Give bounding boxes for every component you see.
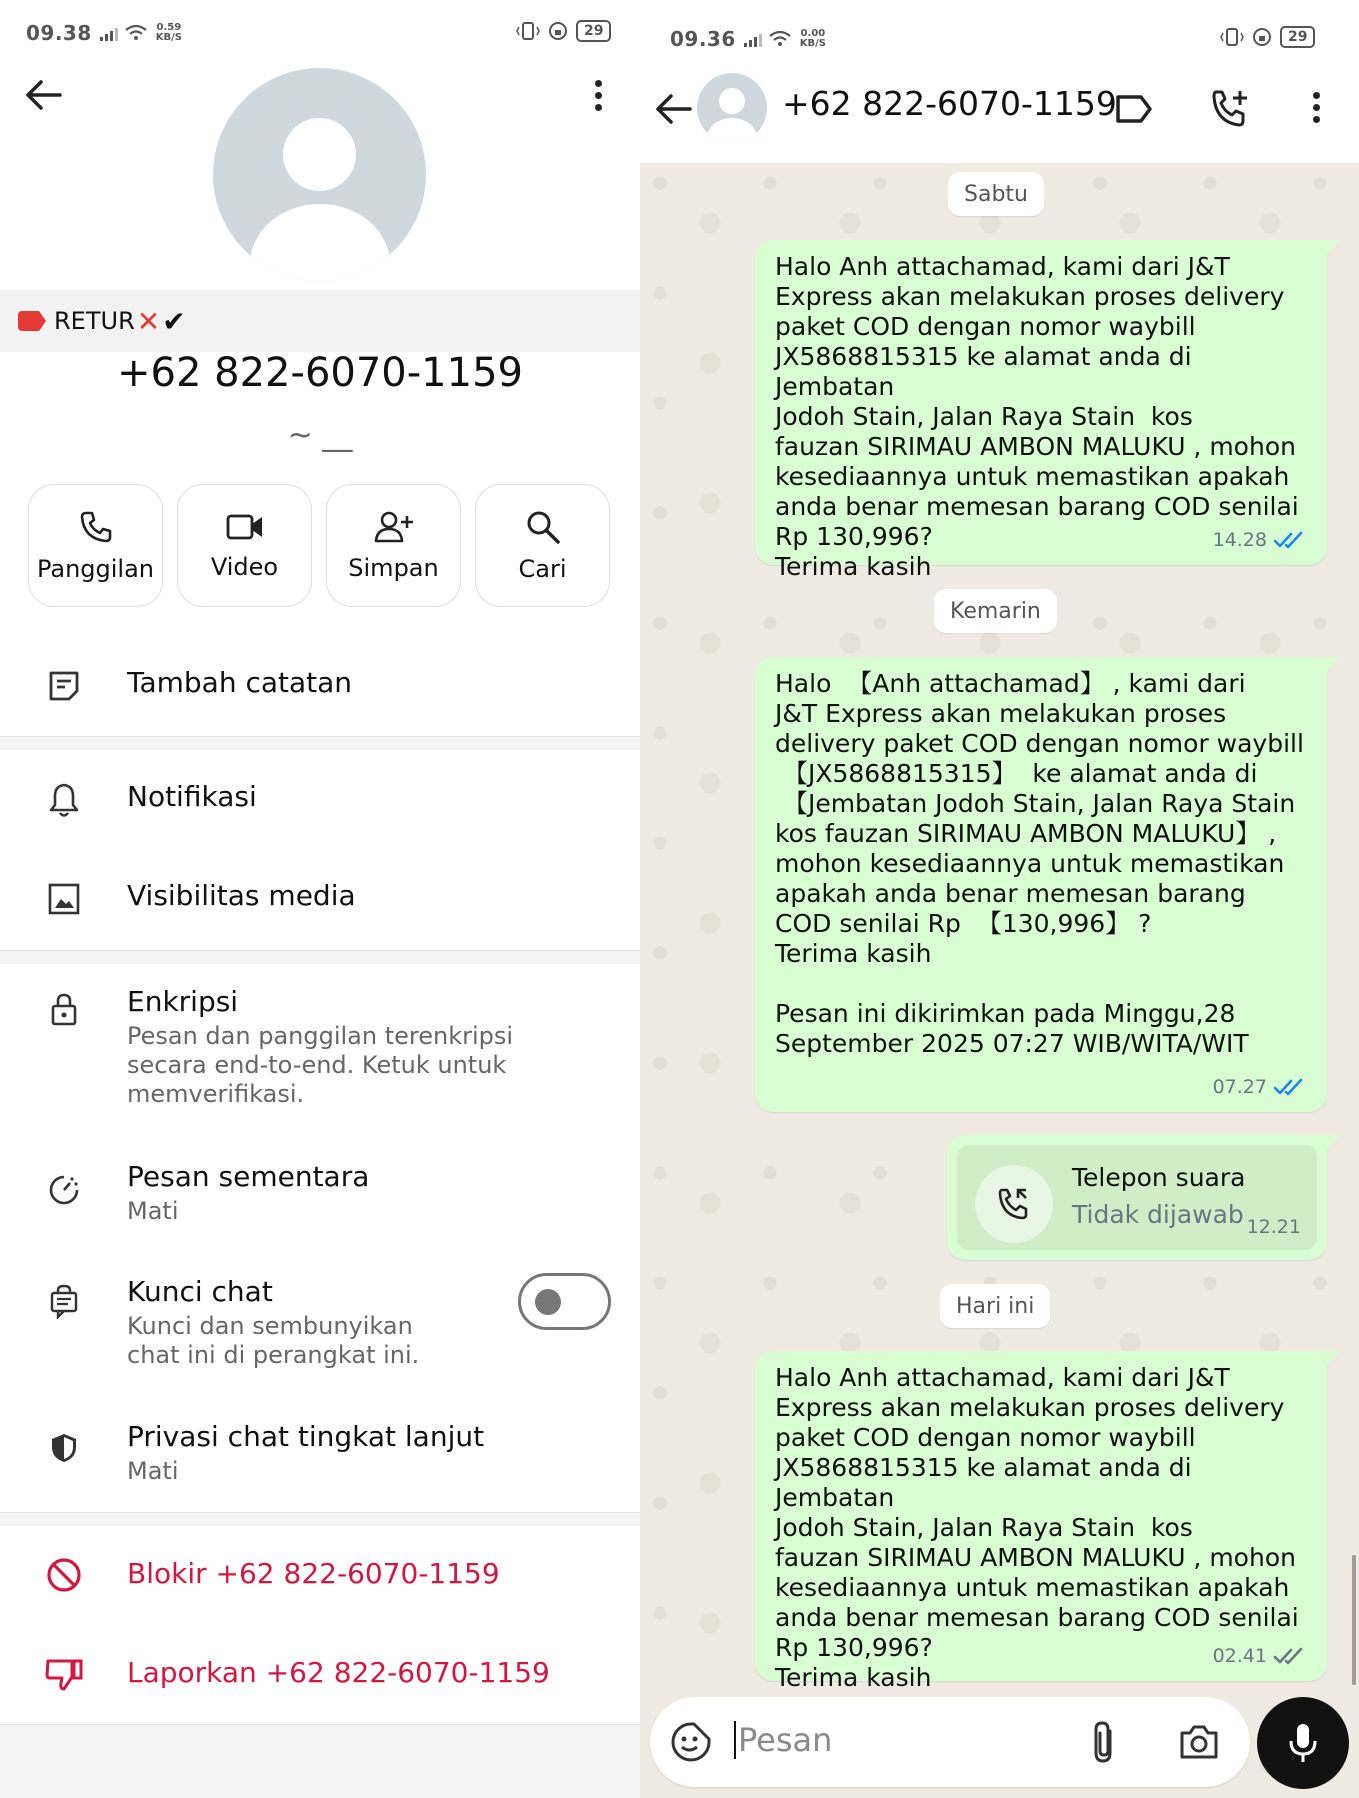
chat-label-text: RETUR	[54, 307, 135, 335]
call-button[interactable]	[28, 484, 163, 607]
status-time: 09.38	[26, 21, 92, 45]
chat-lock-title: Kunci chat	[127, 1275, 273, 1308]
contact-about: ~ __	[287, 418, 353, 453]
voice-message-button[interactable]	[1257, 1697, 1349, 1789]
chat-lock-toggle[interactable]	[518, 1273, 611, 1330]
message-time: 02.41	[1212, 1645, 1267, 1667]
missed-call-icon	[975, 1165, 1053, 1243]
advanced-chat-privacy-row[interactable]	[0, 1420, 640, 1500]
report-contact-row[interactable]	[0, 1654, 640, 1724]
label-tag-icon	[18, 311, 46, 331]
back-arrow-icon[interactable]	[24, 78, 62, 112]
sticker-icon[interactable]	[670, 1721, 712, 1763]
message-bubble[interactable]	[755, 240, 1327, 581]
timer-icon	[44, 1170, 84, 1210]
video-button-label: Video	[210, 552, 279, 581]
missed-call-bubble[interactable]	[947, 1135, 1327, 1260]
wifi-icon	[124, 23, 148, 43]
network-speed-unit: KB/S	[155, 32, 182, 43]
chat-lock-icon	[44, 1281, 84, 1321]
section-divider	[0, 1512, 640, 1526]
disappearing-messages-title: Pesan sementara	[127, 1160, 370, 1193]
note-icon	[44, 666, 84, 706]
block-contact-label: Blokir +62 822-6070-1159	[127, 1557, 500, 1590]
video-button[interactable]	[177, 484, 312, 607]
report-contact-label: Laporkan +62 822-6070-1159	[127, 1656, 550, 1689]
call-title: Telepon suara	[1072, 1163, 1246, 1192]
signal-icon	[100, 25, 118, 41]
block-icon	[44, 1555, 84, 1595]
section-divider	[0, 950, 640, 964]
shield-icon	[44, 1428, 84, 1468]
message-bubble[interactable]	[755, 1351, 1327, 1692]
call-time: 12.21	[1246, 1216, 1301, 1238]
add-note-row[interactable]	[0, 664, 640, 734]
check-mark-icon: ✔	[162, 304, 186, 338]
battery-indicator: 29	[1280, 26, 1315, 48]
contact-info-panel	[0, 0, 640, 1798]
section-divider	[0, 736, 640, 750]
call-button-label: Panggilan	[36, 554, 155, 583]
status-icons	[516, 20, 611, 42]
chat-panel	[640, 0, 1359, 1798]
scrollbar[interactable]	[1352, 1555, 1356, 1685]
message-time: 14.28	[1212, 529, 1267, 551]
network-speed	[800, 29, 826, 49]
network-speed-unit: KB/S	[799, 38, 826, 49]
advanced-chat-privacy-value: Mati	[127, 1457, 179, 1485]
more-options-icon[interactable]	[1313, 92, 1320, 123]
notifications-label: Notifikasi	[127, 780, 257, 813]
message-bubble[interactable]	[755, 657, 1327, 1112]
message-time: 07.27	[1212, 1076, 1267, 1098]
more-options-icon[interactable]	[595, 80, 602, 111]
battery-indicator: 29	[576, 20, 611, 42]
message-meta	[1213, 1072, 1307, 1102]
chat-avatar[interactable]	[697, 73, 767, 143]
media-visibility-row[interactable]	[0, 877, 640, 947]
quick-actions	[28, 484, 610, 607]
section-divider	[0, 1724, 640, 1798]
status-icons	[1220, 26, 1315, 48]
message-composer[interactable]	[650, 1697, 1250, 1787]
status-bar	[26, 18, 182, 48]
thumbs-down-icon	[44, 1654, 84, 1694]
double-check-read-icon	[1273, 530, 1307, 550]
camera-icon[interactable]	[1178, 1723, 1220, 1761]
search-button[interactable]	[475, 484, 610, 607]
image-icon	[44, 879, 84, 919]
message-text: Halo Anh attachamad, kami dari J&T Express akan melakukan proses delivery paket COD dengan nomor waybill JX5868815315 ke alamat anda di Jembatan Jodoh Stain, Jalan Raya Stain kos fauzan SIRIMAU AMBON MALUKU , mohon kesediaannya untuk memastikan apakah anda benar memesan barang COD senilai Rp 130,996? Terima kasih	[775, 252, 1299, 581]
double-check-read-icon	[1273, 1077, 1307, 1097]
network-speed	[156, 23, 182, 43]
message-meta	[1213, 525, 1307, 555]
date-separator: Sabtu	[948, 172, 1044, 216]
add-call-icon[interactable]	[1210, 88, 1252, 130]
date-separator: Kemarin	[934, 589, 1057, 633]
contact-avatar[interactable]	[213, 68, 426, 281]
attach-icon[interactable]	[1090, 1719, 1120, 1765]
call-status: Tidak dijawab	[1072, 1200, 1244, 1229]
search-icon	[525, 509, 561, 545]
notifications-row[interactable]	[0, 778, 640, 848]
microphone-icon	[1286, 1721, 1320, 1765]
encryption-description: Pesan dan panggilan terenkripsi secara end-to-end. Ketuk untuk memverifikasi.	[127, 1022, 514, 1108]
back-arrow-icon[interactable]	[654, 92, 692, 126]
message-input[interactable]: Pesan	[734, 1721, 832, 1759]
message-text: Halo Anh attachamad, kami dari J&T Express akan melakukan proses delivery paket COD dengan nomor waybill JX5868815315 ke alamat anda di Jembatan Jodoh Stain, Jalan Raya Stain kos fauzan SIRIMAU AMBON MALUKU , mohon kesediaannya untuk memastikan apakah anda benar memesan barang COD senilai Rp 130,996? Terima kasih	[775, 1363, 1299, 1692]
add-person-icon	[373, 510, 415, 544]
label-icon[interactable]	[1114, 92, 1154, 126]
message-meta	[1213, 1641, 1307, 1671]
contact-number: +62 822-6070-1159	[117, 350, 523, 396]
signal-icon	[744, 31, 762, 47]
network-speed-value: 0.00	[800, 28, 826, 39]
advanced-chat-privacy-title: Privasi chat tingkat lanjut	[127, 1420, 485, 1453]
status-time: 09.36	[670, 27, 736, 51]
chat-lock-description: Kunci dan sembunyikan chat ini di perangkat ini.	[127, 1312, 420, 1369]
vibrate-icon	[516, 21, 540, 41]
encryption-title: Enkripsi	[127, 985, 239, 1018]
lock-rotation-icon	[548, 21, 568, 41]
red-cross-icon: ✕	[136, 304, 161, 338]
add-note-label: Tambah catatan	[127, 666, 353, 699]
search-button-label: Cari	[518, 554, 567, 583]
block-contact-row[interactable]	[0, 1555, 640, 1625]
call-card	[957, 1145, 1317, 1250]
chat-title[interactable]: +62 822-6070-1159	[782, 84, 1117, 123]
network-speed-value: 0.59	[156, 22, 182, 33]
vibrate-icon	[1220, 27, 1244, 47]
disappearing-messages-row[interactable]	[0, 1160, 640, 1240]
disappearing-messages-value: Mati	[127, 1197, 179, 1225]
save-contact-label: Simpan	[348, 553, 439, 582]
message-text: Halo 【Anh attachamad】 , kami dari J&T Express akan melakukan proses delivery paket COD dengan nomor waybill 【JX5868815315】 ke alamat anda di 【Jembatan Jodoh Stain, Jalan Raya Stain kos fauzan SIRIMAU AMBON MALUKU】 , mohon kesediaannya untuk memastikan apakah anda benar memesan barang COD senilai Rp 【130,996】 ? Terima kasih Pesan ini dikirimkan pada Minggu,28 September 2025 07:27 WIB/WITA/WIT	[775, 669, 1304, 1058]
phone-icon	[78, 509, 114, 545]
status-bar	[670, 24, 826, 54]
date-separator: Hari ini	[940, 1284, 1050, 1328]
encryption-row[interactable]	[0, 985, 640, 1115]
save-contact-button[interactable]	[326, 484, 461, 607]
lock-icon	[44, 989, 84, 1029]
lock-rotation-icon	[1252, 27, 1272, 47]
video-camera-icon	[225, 511, 265, 543]
wifi-icon	[768, 29, 792, 49]
chat-header	[640, 0, 1359, 163]
chat-label[interactable]	[0, 290, 640, 352]
bell-icon	[44, 780, 84, 820]
media-visibility-label: Visibilitas media	[127, 879, 356, 912]
double-check-delivered-icon	[1273, 1646, 1307, 1666]
